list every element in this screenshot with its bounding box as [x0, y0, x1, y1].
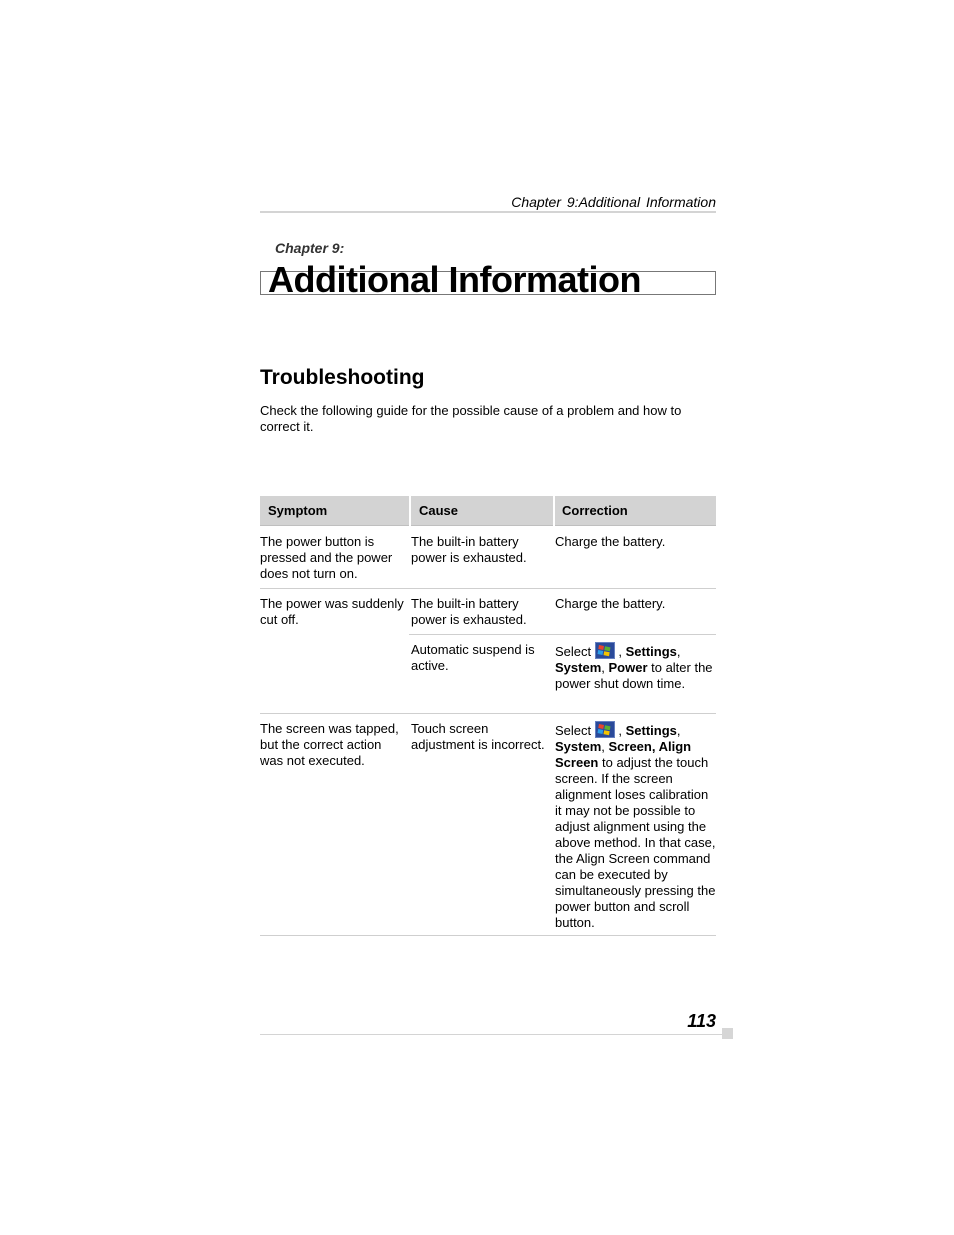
- row3-correction: Select , Settings, System, Power to alter the power shut down time.: [555, 644, 713, 691]
- row2-symptom: The power was suddenly cut off.: [260, 596, 404, 627]
- row1-cause: The built-in battery power is exhausted.: [411, 534, 527, 565]
- chapter-label: Chapter 9:: [275, 240, 345, 256]
- settings-text: Settings: [625, 644, 677, 659]
- section-intro: Check the following guide for the possible cause of a problem and how to correct it.: [260, 403, 682, 434]
- chapter-title: Additional Information: [268, 259, 641, 300]
- column-header-correction: Correction: [555, 496, 716, 526]
- row2-correction: Charge the battery.: [555, 596, 666, 611]
- row-divider: [260, 588, 716, 589]
- header-rule: [260, 211, 716, 213]
- column-header-cause: Cause: [411, 496, 553, 526]
- screen-align-text: Screen, Align Screen: [555, 739, 692, 770]
- footer-corner-mark: [722, 1028, 733, 1039]
- footer-rule: [260, 1034, 722, 1035]
- section-title: Troubleshooting: [260, 366, 425, 389]
- running-header: Chapter 9:Additional Information: [511, 194, 716, 210]
- row1-symptom: The power button is pressed and the power does not turn on.: [260, 534, 393, 581]
- windows-start-icon: [595, 721, 615, 738]
- column-header-symptom: Symptom: [260, 496, 409, 526]
- table-bottom-rule: [260, 935, 716, 936]
- settings-text: Settings: [625, 723, 677, 738]
- page-number: 113: [687, 1011, 716, 1031]
- row-divider: [260, 713, 716, 714]
- system-text: System: [555, 660, 602, 675]
- subrow-divider: [409, 634, 716, 635]
- windows-start-icon: [595, 642, 615, 659]
- row1-correction: Charge the battery.: [555, 534, 666, 549]
- row4-correction: Select , Settings, System, Screen, Align Screen to adjust the touch screen. If the screen alignment loses calibration it may not be possible to adjust alignment using the above method. In that case, the Align Screen command can be executed by simultaneously pressing the power button and scroll button.: [555, 723, 716, 930]
- system-text: System: [555, 739, 602, 754]
- power-text: Power: [608, 660, 648, 675]
- select-text: Select: [555, 723, 592, 738]
- select-text: Select: [555, 644, 592, 659]
- row2-cause: The built-in battery power is exhausted.: [411, 596, 527, 627]
- row3-cause: Automatic suspend is active.: [411, 642, 535, 673]
- row4-cause: Touch screen adjustment is incorrect.: [411, 721, 545, 752]
- row4-symptom: The screen was tapped, but the correct action was not executed.: [260, 721, 399, 768]
